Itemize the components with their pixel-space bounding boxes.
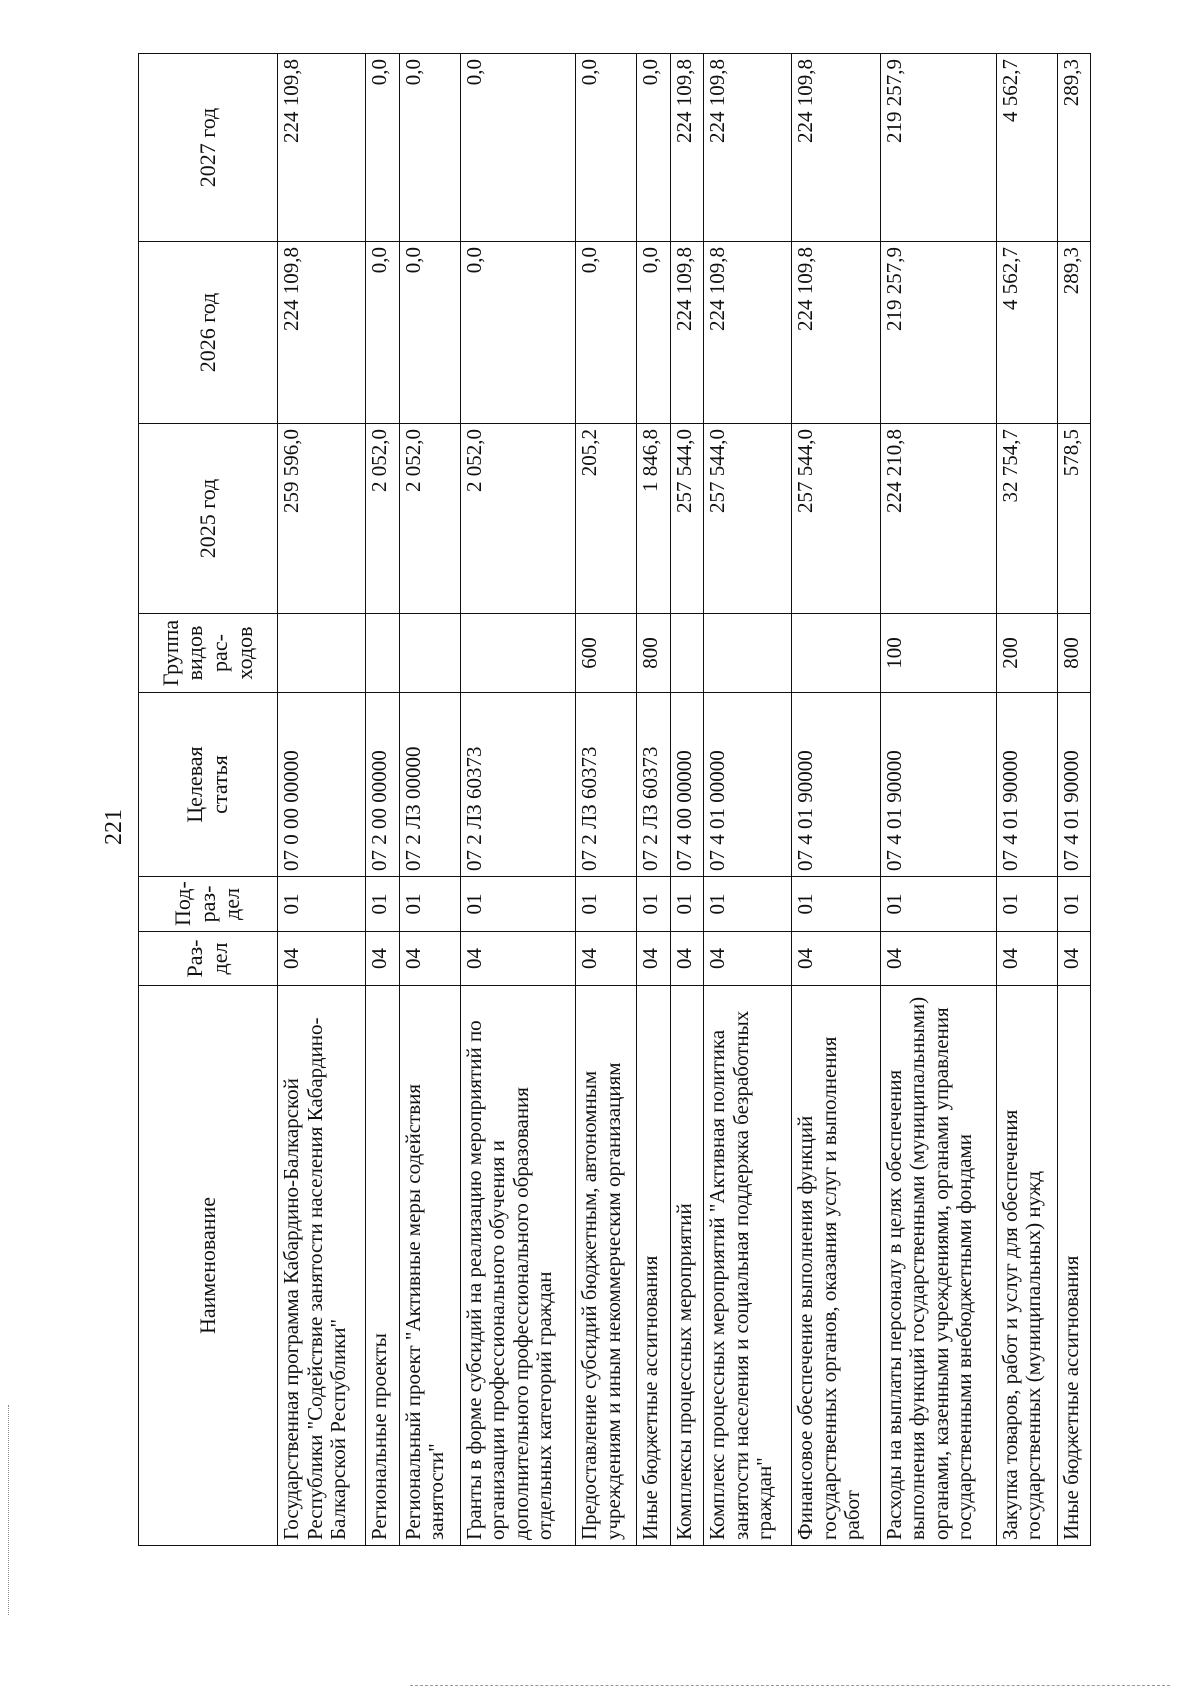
cell-subsection: 01 <box>880 877 996 932</box>
cell-subsection: 01 <box>704 877 792 932</box>
cell-section: 04 <box>637 932 670 986</box>
cell-name: Иные бюджетные ассигнования <box>1057 986 1090 1546</box>
rotated-table-container <box>138 54 1091 1546</box>
cell-2026: 0,0 <box>460 242 576 424</box>
cell-subsection: 01 <box>996 877 1057 932</box>
table-row <box>576 54 637 1546</box>
cell-2027: 224 109,8 <box>704 54 792 242</box>
cell-section: 04 <box>278 932 366 986</box>
header-2027: 2027 год <box>139 54 278 242</box>
cell-name: Финансовое обеспечение выполнения функций государственных органов, оказания услуг и выполнения работ <box>792 986 880 1546</box>
cell-2025: 205,2 <box>576 424 637 614</box>
cell-name: Предоставление субсидий бюджетным, автономным учреждениям и иным некоммерческим организациям <box>576 986 637 1546</box>
cell-name: Комплексы процессных мероприятий <box>670 986 703 1546</box>
header-subsection: Под- раз- дел <box>139 877 278 932</box>
cell-subsection: 01 <box>670 877 703 932</box>
cell-subsection: 01 <box>792 877 880 932</box>
cell-2025: 2 052,0 <box>366 424 399 614</box>
cell-2026: 224 109,8 <box>278 242 366 424</box>
cell-target-article: 07 4 01 90000 <box>792 693 880 877</box>
cell-2026: 289,3 <box>1057 242 1090 424</box>
cell-target-article: 07 2 ЛЗ 60373 <box>460 693 576 877</box>
cell-name: Региональные проекты <box>366 986 399 1546</box>
table-row <box>278 54 366 1546</box>
cell-2027: 224 109,8 <box>278 54 366 242</box>
header-expense-group: Группа видов рас- ходов <box>139 614 278 693</box>
cell-target-article: 07 4 01 90000 <box>880 693 996 877</box>
cell-section: 04 <box>880 932 996 986</box>
cell-2025: 259 596,0 <box>278 424 366 614</box>
cell-2027: 0,0 <box>366 54 399 242</box>
cell-target-article: 07 4 01 90000 <box>1057 693 1090 877</box>
cell-name: Государственная программа Кабардино-Балкарской Республики "Содействие занятости населения Кабардино-Балкарской Республики" <box>278 986 366 1546</box>
cell-2026: 0,0 <box>576 242 637 424</box>
cell-2025: 2 052,0 <box>399 424 460 614</box>
header-section: Раз- дел <box>139 932 278 986</box>
table-row <box>1057 54 1090 1546</box>
cell-2025: 257 544,0 <box>670 424 703 614</box>
rotated-table-frame <box>138 54 1091 1546</box>
cell-target-article: 07 2 ЛЗ 60373 <box>576 693 637 877</box>
cell-2026: 0,0 <box>366 242 399 424</box>
cell-2025: 32 754,7 <box>996 424 1057 614</box>
scan-edge-mark <box>410 1683 1170 1686</box>
cell-target-article: 07 4 01 00000 <box>704 693 792 877</box>
table-row <box>399 54 460 1546</box>
cell-subsection: 01 <box>1057 877 1090 932</box>
cell-section: 04 <box>576 932 637 986</box>
cell-2026: 224 109,8 <box>670 242 703 424</box>
cell-subsection: 01 <box>366 877 399 932</box>
cell-2025: 578,5 <box>1057 424 1090 614</box>
cell-expense-group: 100 <box>880 614 996 693</box>
cell-2027: 0,0 <box>460 54 576 242</box>
table-body <box>278 54 1091 1546</box>
cell-target-article: 07 4 00 00000 <box>670 693 703 877</box>
cell-target-article: 07 0 00 00000 <box>278 693 366 877</box>
cell-section: 04 <box>1057 932 1090 986</box>
cell-2026: 219 257,9 <box>880 242 996 424</box>
cell-section: 04 <box>792 932 880 986</box>
cell-expense-group <box>399 614 460 693</box>
cell-expense-group: 600 <box>576 614 637 693</box>
cell-subsection: 01 <box>637 877 670 932</box>
table-row <box>996 54 1057 1546</box>
cell-2027: 224 109,8 <box>670 54 703 242</box>
cell-target-article: 07 2 ЛЗ 00000 <box>399 693 460 877</box>
header-name: Наименование <box>139 986 278 1546</box>
cell-2025: 2 052,0 <box>460 424 576 614</box>
cell-expense-group: 800 <box>637 614 670 693</box>
cell-expense-group <box>704 614 792 693</box>
cell-expense-group: 800 <box>1057 614 1090 693</box>
cell-expense-group <box>460 614 576 693</box>
page-number: 221 <box>101 809 127 845</box>
table-row <box>792 54 880 1546</box>
cell-2026: 0,0 <box>399 242 460 424</box>
cell-name: Иные бюджетные ассигнования <box>637 986 670 1546</box>
cell-2027: 219 257,9 <box>880 54 996 242</box>
cell-expense-group: 200 <box>996 614 1057 693</box>
cell-expense-group <box>670 614 703 693</box>
table-row <box>670 54 703 1546</box>
cell-name: Гранты в форме субсидий на реализацию мероприятий по организации профессионального обучения и дополнительного профессионального образования отдельных категорий граждан <box>460 986 576 1546</box>
cell-section: 04 <box>399 932 460 986</box>
cell-section: 04 <box>996 932 1057 986</box>
cell-2026: 0,0 <box>637 242 670 424</box>
table-row <box>880 54 996 1546</box>
cell-section: 04 <box>704 932 792 986</box>
cell-section: 04 <box>366 932 399 986</box>
cell-2027: 0,0 <box>637 54 670 242</box>
header-2025: 2025 год <box>139 424 278 614</box>
cell-name: Комплекс процессных мероприятий "Активная политика занятости населения и социальная поддержка безработных граждан" <box>704 986 792 1546</box>
cell-subsection: 01 <box>278 877 366 932</box>
cell-name: Региональный проект "Активные меры содействия занятости" <box>399 986 460 1546</box>
cell-2027: 224 109,8 <box>792 54 880 242</box>
cell-subsection: 01 <box>399 877 460 932</box>
cell-2026: 224 109,8 <box>704 242 792 424</box>
cell-subsection: 01 <box>576 877 637 932</box>
cell-2027: 4 562,7 <box>996 54 1057 242</box>
cell-expense-group <box>278 614 366 693</box>
binding-margin-line <box>8 1405 10 1615</box>
cell-expense-group <box>792 614 880 693</box>
cell-2027: 0,0 <box>576 54 637 242</box>
table-header-row <box>139 54 278 1546</box>
cell-name: Закупка товаров, работ и услуг для обеспечения государственных (муниципальных) нужд <box>996 986 1057 1546</box>
cell-2025: 257 544,0 <box>792 424 880 614</box>
cell-2026: 224 109,8 <box>792 242 880 424</box>
budget-allocation-table <box>138 53 1091 1546</box>
table-row <box>704 54 792 1546</box>
cell-2025: 224 210,8 <box>880 424 996 614</box>
cell-section: 04 <box>670 932 703 986</box>
cell-section: 04 <box>460 932 576 986</box>
cell-name: Расходы на выплаты персоналу в целях обеспечения выполнения функций государственными (муниципальными) органами, казенными учреждениями, органами управления государственными внебюджетными фондами <box>880 986 996 1546</box>
cell-2025: 257 544,0 <box>704 424 792 614</box>
table-row <box>637 54 670 1546</box>
header-target-article: Целевая статья <box>139 693 278 877</box>
cell-target-article: 07 2 00 00000 <box>366 693 399 877</box>
table-row <box>366 54 399 1546</box>
cell-2026: 4 562,7 <box>996 242 1057 424</box>
cell-2025: 1 846,8 <box>637 424 670 614</box>
cell-2027: 289,3 <box>1057 54 1090 242</box>
cell-target-article: 07 4 01 90000 <box>996 693 1057 877</box>
cell-2027: 0,0 <box>399 54 460 242</box>
cell-expense-group <box>366 614 399 693</box>
header-2026: 2026 год <box>139 242 278 424</box>
cell-subsection: 01 <box>460 877 576 932</box>
cell-target-article: 07 2 ЛЗ 60373 <box>637 693 670 877</box>
table-row <box>460 54 576 1546</box>
